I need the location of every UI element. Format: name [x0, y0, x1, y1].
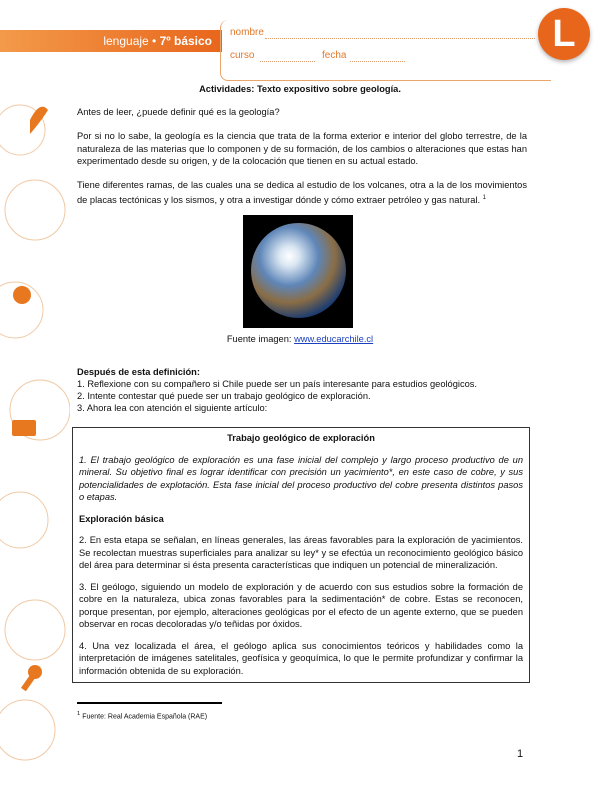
footnote-number: 1: [77, 711, 81, 717]
footnote-divider: [77, 702, 222, 704]
after-item-3: 3. Ahora lea con atención el siguiente artículo:: [77, 403, 268, 413]
article-paragraph-2: 2. En esta etapa se señalan, en líneas generales, las áreas favorables para la exploración de yacimientos. Se recolectan muestras superficiales para analizar su ley* y se efectúa un reconocimiento geológico básico del área para determinar si ésta presenta características que indiquen un potencial de mineralización.: [79, 535, 523, 570]
nombre-label: nombre: [230, 27, 264, 38]
image-source-link[interactable]: www.educarchile.cl: [294, 334, 374, 344]
fecha-label: fecha: [322, 50, 347, 61]
footnote: [77, 711, 207, 720]
fecha-field[interactable]: [350, 61, 405, 62]
article-title: Trabajo geológico de exploración: [227, 433, 375, 443]
image-caption: [0, 333, 600, 346]
earth-image: [243, 215, 353, 328]
language-logo: L: [538, 8, 590, 60]
footnote-ref[interactable]: 1: [482, 194, 487, 201]
after-item-2: 2. Intente contestar qué puede ser un trabajo geológico de exploración.: [77, 391, 371, 401]
grade-label: 7º básico: [159, 34, 212, 48]
decorative-sidebar-swirls: [0, 90, 70, 790]
student-info-box: [220, 20, 551, 81]
article-box: [72, 427, 530, 683]
page-number: 1: [517, 748, 524, 760]
article-paragraph-1: 1. El trabajo geológico de exploración es una fase inicial del complejo y largo proceso productivo de un mineral. Su objetivo final es lograr identificar con precisión un yacimiento*, en este caso de cobre, y sus potencialidades de explotación. Esta fase inicial del proceso productivo del cobre presenta distintos pasos o etapas.: [79, 454, 523, 502]
branches-text: Tiene diferentes ramas, de las cuales una se dedica al estudio de los volcanes, otra a la de los movimientos de placas tectónicas y los sismos, y otra a investigar dónde y cómo extraer petróleo y gas natural.: [77, 180, 527, 205]
page-title: Actividades: Texto expositivo sobre geología.: [199, 84, 401, 94]
separator: •: [152, 34, 157, 48]
subject-label: lenguaje: [103, 34, 149, 48]
definition-paragraph: Por si no lo sabe, la geología es la ciencia que trata de la forma exterior e interior del globo terrestre, de la naturaleza de las materias que lo componen y de su formación, de los cambios o alteraciones que estas han experimentado desde su origen, y de la colocación que tienen en su actual estado.: [77, 131, 527, 166]
article-paragraph-4: 4. Una vez localizada el área, el geólogo aplica sus conocimientos teóricos y habilidades como la interpretación de imágenes satelitales, geofísica y geoquímica, lo que le permite profundizar y confirmar la información obtenida de su exploración.: [79, 640, 523, 676]
after-heading: Después de esta definición:: [77, 367, 200, 377]
curso-label: curso: [230, 50, 255, 61]
nombre-field[interactable]: [265, 38, 535, 39]
article-subheading: Exploración básica: [79, 513, 164, 524]
caption-prefix: Fuente imagen:: [226, 334, 292, 344]
curso-field[interactable]: [260, 61, 315, 62]
footnote-text: Fuente: Real Academia Española (RAE): [82, 713, 208, 721]
intro-question: Antes de leer, ¿puede definir qué es la geología?: [77, 107, 280, 117]
article-paragraph-3: 3. El geólogo, siguiendo un modelo de exploración y de acuerdo con sus estudios sobre la formación de cobre en la naturaleza, ubica zonas favorables para la sedimentación* de cobre. Estas se reconocen, porque presentan, por ejemplo, alteraciones geológicas por el efecto de un agente externo, que se pueden observar en rocas decoloradas y/o teñidas por óxidos.: [79, 581, 523, 629]
after-item-1: 1. Reflexione con su compañero si Chile puede ser un país interesante para estudios geológicos.: [77, 379, 478, 389]
branches-paragraph: [77, 179, 527, 206]
subject-banner: [0, 30, 222, 52]
